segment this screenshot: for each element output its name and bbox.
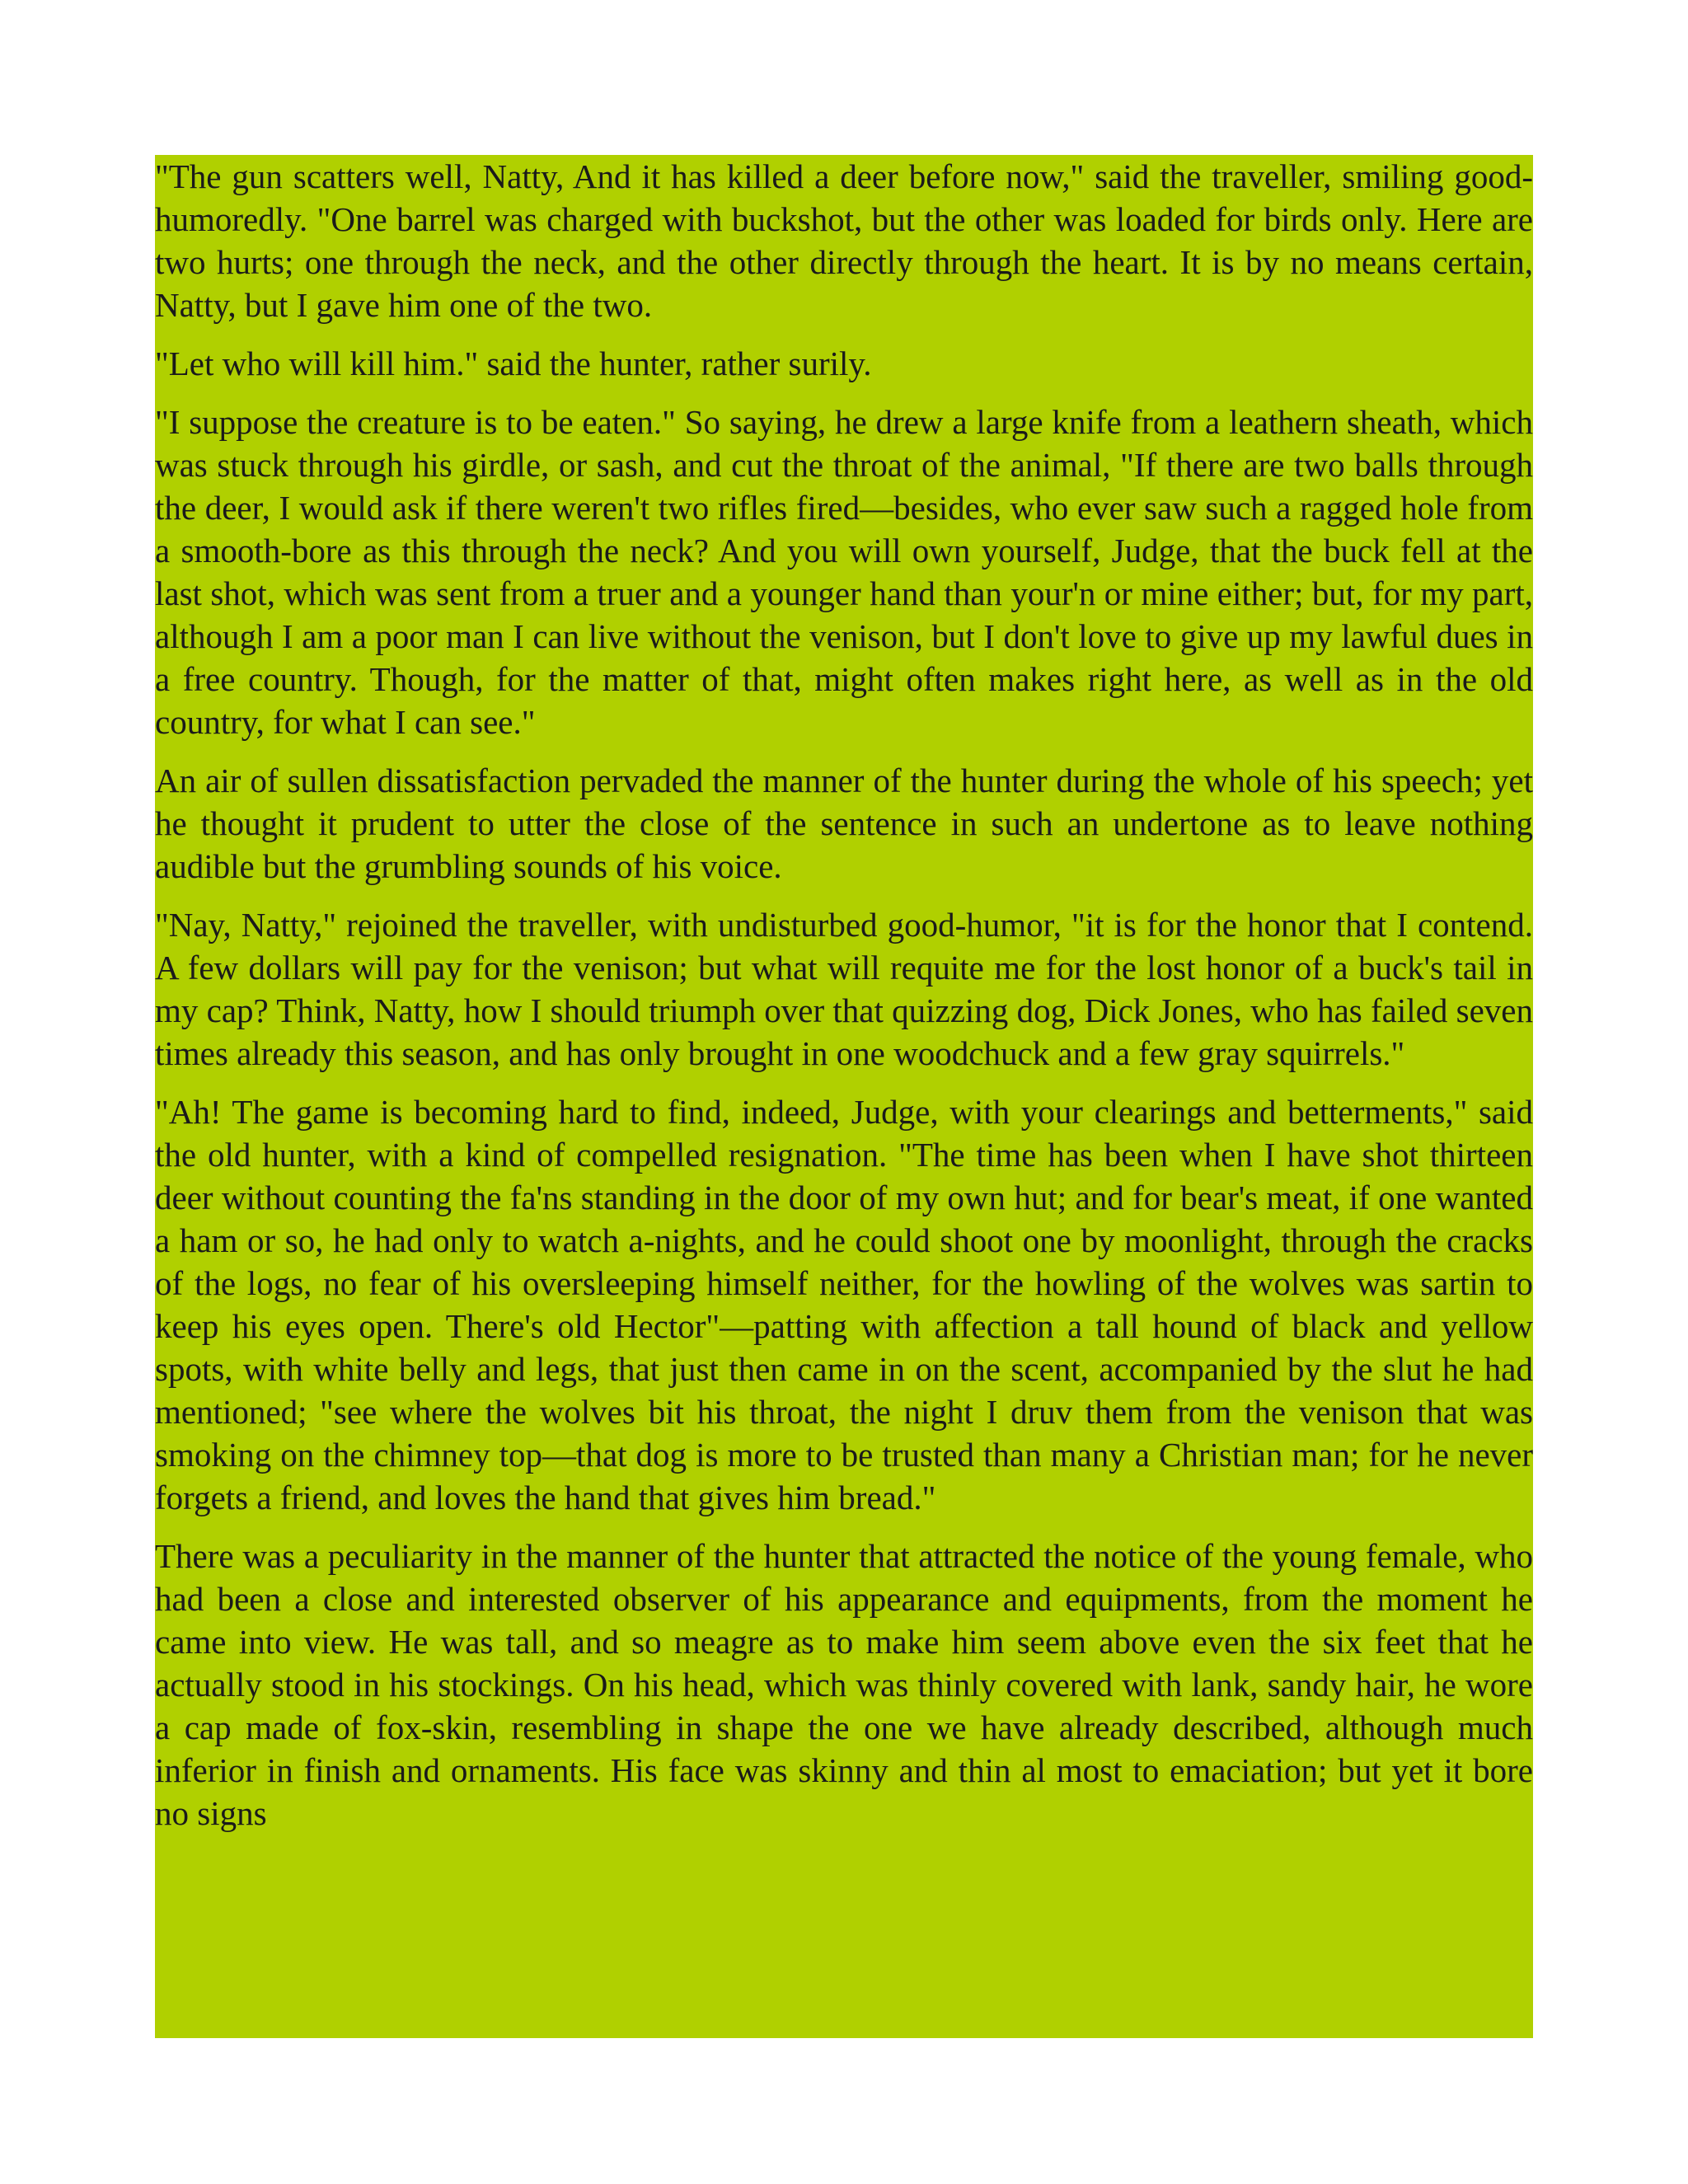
paragraph-3: "I suppose the creature is to be eaten." So saying, he drew a large knife from a leathern sheath, which was stuck through his girdle, or sash, and cut the throat of the animal, "If there are two balls through the deer, I would ask if there weren't two rifles fired—besides, who ever saw such a ragged hole from a smooth-bore as this through the neck? And you will own yourself, Judge, that the buck fell at the last shot, which was sent from a truer and a younger hand than your'n or mine either; but, for my part, although I am a poor man I can live without the venison, but I don't love to give up my lawful dues in a free country. Though, for the matter of that, might often makes right here, as well as in the old country, for what I can see." — [155, 403, 1533, 741]
paragraph-5: "Nay, Natty," rejoined the traveller, with undisturbed good-humor, "it is for the honor that I contend. A few dollars will pay for the venison; but what will requite me for the lost honor of a buck's tail in my cap? Think, Natty, how I should triumph over that quizzing dog, Dick Jones, who has failed seven times already this season, and has only brought in one woodchuck and a few gray squirrels." — [155, 906, 1533, 1072]
paragraph-2: "Let who will kill him." said the hunter, rather surily. — [155, 344, 872, 382]
paragraph-6: "Ah! The game is becoming hard to find, indeed, Judge, with your clearings and betterments," said the old hunter, with a kind of compelled resignation. "The time has been when I have shot thirteen deer without counting the fa'ns standing in the door of my own hut; and for bear's meat, if one wanted a ham or so, he had only to watch a-nights, and he could shoot one by moonlight, through the cracks of the logs, no fear of his oversleeping himself neither, for the howling of the wolves was sartin to keep his eyes open. There's old Hector"—patting with affection a tall hound of black and yellow spots, with white belly and legs, that just then came in on the scent, accompanied by the slut he had mentioned; "see where the wolves bit his throat, the night I druv them from the venison that was smoking on the chimney top—that dog is more to be trusted than many a Christian man; for he never forgets a friend, and loves the hand that gives him bread." — [155, 1093, 1533, 1516]
paragraph-4: An air of sullen dissatisfaction pervaded the manner of the hunter during the whole of his speech; yet he thought it prudent to utter the close of the sentence in such an undertone as to leave nothing audible but the grumbling sounds of his voice. — [155, 762, 1533, 885]
paragraph-1: "The gun scatters well, Natty, And it has killed a deer before now," said the traveller, smiling good-humoredly. "One barrel was charged with buckshot, but the other was loaded for birds only. Here are two hurts; one through the neck, and the other directly through the heart. It is by no means certain, Natty, but I gave him one of the two. — [155, 157, 1533, 324]
page-text-block — [155, 155, 1533, 2038]
paragraph-7: There was a peculiarity in the manner of the hunter that attracted the notice of the young female, who had been a close and interested observer of his appearance and equipments, from the moment he came into view. He was tall, and so meagre as to make him seem above even the six feet that he actually stood in his stockings. On his head, which was thinly covered with lank, sandy hair, he wore a cap made of fox-skin, resembling in shape the one we have already described, although much inferior in finish and ornaments. His face was skinny and thin al most to emaciation; but yet it bore no signs — [155, 1537, 1533, 1832]
